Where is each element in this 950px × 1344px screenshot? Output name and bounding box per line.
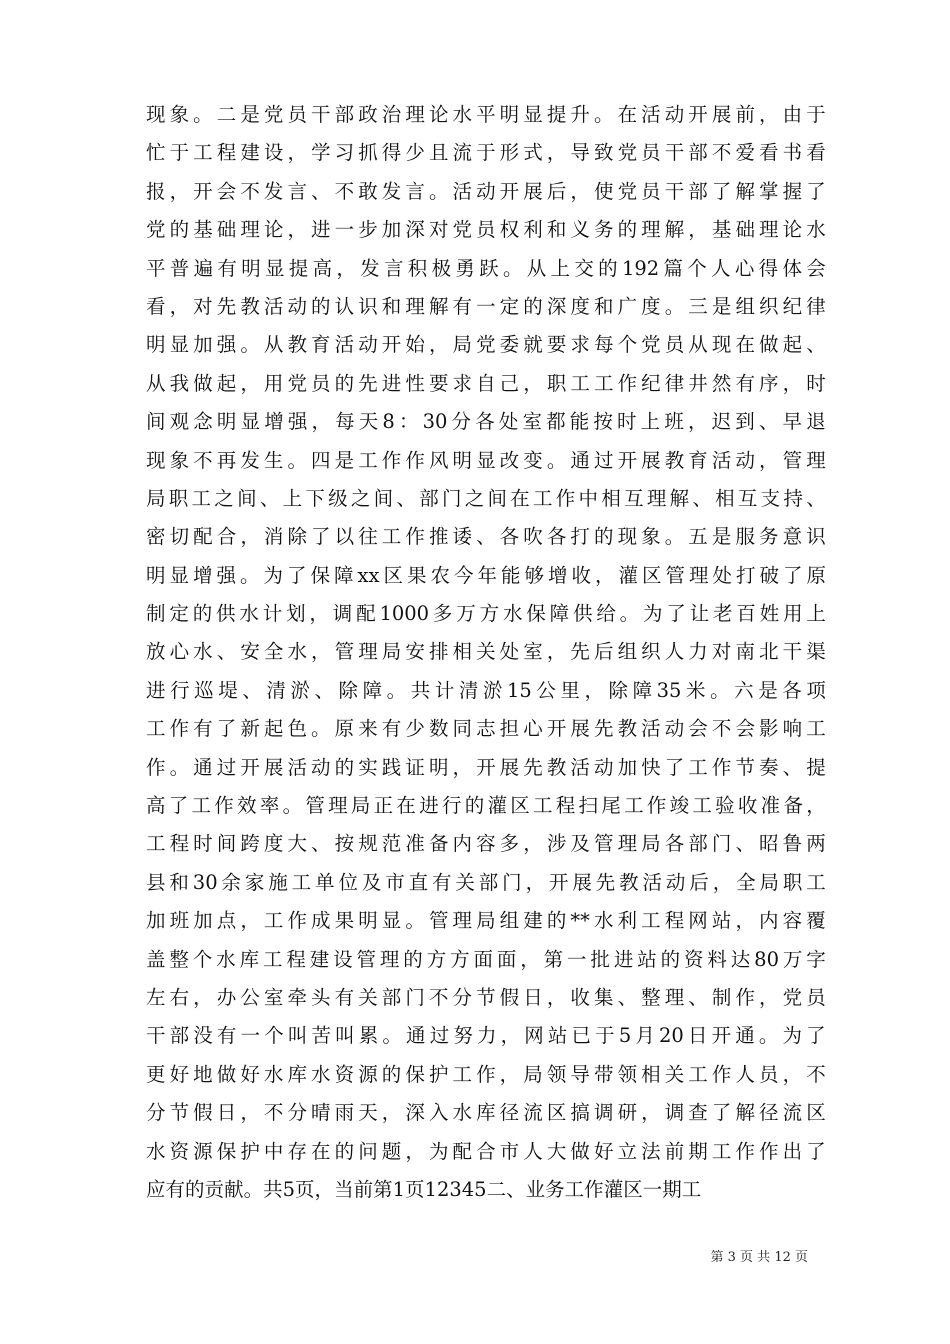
text-line: 加 班 加 点 ， 工 作 成 果 明 显 。 管 理 局 组 建 的 ** 水 利 工 程 网 站 ， 内 容 覆: [146, 909, 826, 933]
text-line: 水 资 源 保 护 中 存 在 的 问 题 ， 为 配 合 市 人 大 做 好 立 法 前 期 工 作 作 出 了: [146, 1139, 826, 1163]
text-line: 放 心 水 、 安 全 水 ， 管 理 局 安 排 相 关 处 室 ， 先 后 组 织 人 力 对 南 北 干 渠: [146, 640, 826, 664]
text-line: 作 。 通 过 开 展 活 动 的 实 践 证 明 ， 开 展 先 教 活 动 加 快 了 工 作 节 奏 、 提: [146, 755, 826, 779]
text-line: 报 ， 开 会 不 发 言 、 不 敢 发 言 。 活 动 开 展 后 ， 使 党 员 干 部 了 解 掌 握 了: [146, 179, 826, 203]
text-line: 左 右 ， 办 公 室 牵 头 有 关 部 门 不 分 节 假 日 ， 收 集 、 整 理 、 制 作 ， 党 员: [146, 985, 826, 1009]
text-line: 进 行 巡 堤 、 清 淤 、 除 障 。 共 计 清 淤 15 公 里 ， 除 障 35 米 。 六 是 各 项: [146, 678, 826, 702]
text-line: 明 显 增 强 。 为 了 保 障 xx 区 果 农 今 年 能 够 增 收 ， 灌 区 管 理 处 打 破 了 原: [146, 563, 826, 587]
text-line: 忙 于 工 程 建 设 ， 学 习 抓 得 少 且 流 于 形 式 ， 导 致 党 员 干 部 不 爱 看 书 看: [146, 141, 826, 165]
text-line: 应 有 的 贡 献 。 共 5 页 ， 当 前 第 1 页 12345 二 、 业 务 工 作 灌 区 一 期 工: [146, 1177, 702, 1201]
text-line: 盖 整 个 水 库 工 程 建 设 管 理 的 方 方 面 面 ， 第 一 批 进 站 的 资 料 达 80 万 字: [146, 947, 826, 971]
page-number-footer: 第 3 页 共 12 页: [710, 1250, 808, 1265]
text-line: 平 普 遍 有 明 显 提 高 ， 发 言 积 极 勇 跃 。 从 上 交 的 192 篇 个 人 心 得 体 会: [146, 256, 826, 280]
text-line: 县 和 30 余 家 施 工 单 位 及 市 直 有 关 部 门 ， 开 展 先 教 活 动 后 ， 全 局 职 工: [146, 870, 826, 894]
body-paragraph: [146, 96, 826, 1209]
text-line: 高 了 工 作 效 率 。 管 理 局 正 在 进 行 的 灌 区 工 程 扫 尾 工 作 竣 工 验 收 准 备 ，: [146, 794, 826, 818]
text-line: 现 象 。 二 是 党 员 干 部 政 治 理 论 水 平 明 显 提 升 。 在 活 动 开 展 前 ， 由 于: [146, 103, 826, 126]
text-line: 从 我 做 起 ， 用 党 员 的 先 进 性 要 求 自 己 ， 职 工 工 作 纪 律 井 然 有 序 ， 时: [146, 371, 826, 395]
text-line: 党 的 基 础 理 论 ， 进 一 步 加 深 对 党 员 权 利 和 义 务 的 理 解 ， 基 础 理 论 水: [146, 218, 826, 242]
text-line: 密 切 配 合 ， 消 除 了 以 往 工 作 推 诿 、 各 吹 各 打 的 现 象 。 五 是 服 务 意 识: [146, 525, 826, 549]
text-line: 更 好 地 做 好 水 库 水 资 源 的 保 护 工 作 ， 局 领 导 带 领 相 关 工 作 人 员 ， 不: [146, 1062, 826, 1086]
text-line: 明 显 加 强 。 从 教 育 活 动 开 始 ， 局 党 委 就 要 求 每 个 党 员 从 现 在 做 起 、: [146, 333, 826, 357]
text-line: 间 观 念 明 显 增 强 ， 每 天 8 ： 30 分 各 处 室 都 能 按 时 上 班 ， 迟 到 、 早 退: [146, 410, 826, 434]
text-line: 现 象 不 再 发 生 。 四 是 工 作 作 风 明 显 改 变 。 通 过 开 展 教 育 活 动 ， 管 理: [146, 448, 826, 472]
text-line: 制 定 的 供 水 计 划 ， 调 配 1000 多 万 方 水 保 障 供 给 。 为 了 让 老 百 姓 用 上: [146, 602, 826, 626]
text-line: 工 程 时 间 跨 度 大 、 按 规 范 准 备 内 容 多 ， 涉 及 管 理 局 各 部 门 、 昭 鲁 两: [146, 832, 826, 856]
text-line: 工 作 有 了 新 起 色 。 原 来 有 少 数 同 志 担 心 开 展 先 教 活 动 会 不 会 影 响 工: [146, 717, 826, 741]
text-line: 看 ， 对 先 教 活 动 的 认 识 和 理 解 有 一 定 的 深 度 和 广 度 。 三 是 组 织 纪 律: [146, 294, 826, 318]
text-line: 分 节 假 日 ， 不 分 晴 雨 天 ， 深 入 水 库 径 流 区 搞 调 研 ， 调 查 了 解 径 流 区: [146, 1101, 826, 1125]
text-line: 干 部 没 有 一 个 叫 苦 叫 累 。 通 过 努 力 ， 网 站 已 于 5 月 20 日 开 通 。 为 了: [146, 1024, 826, 1048]
text-line: 局 职 工 之 间 、 上 下 级 之 间 、 部 门 之 间 在 工 作 中 相 互 理 解 、 相 互 支 持 、: [146, 486, 826, 510]
